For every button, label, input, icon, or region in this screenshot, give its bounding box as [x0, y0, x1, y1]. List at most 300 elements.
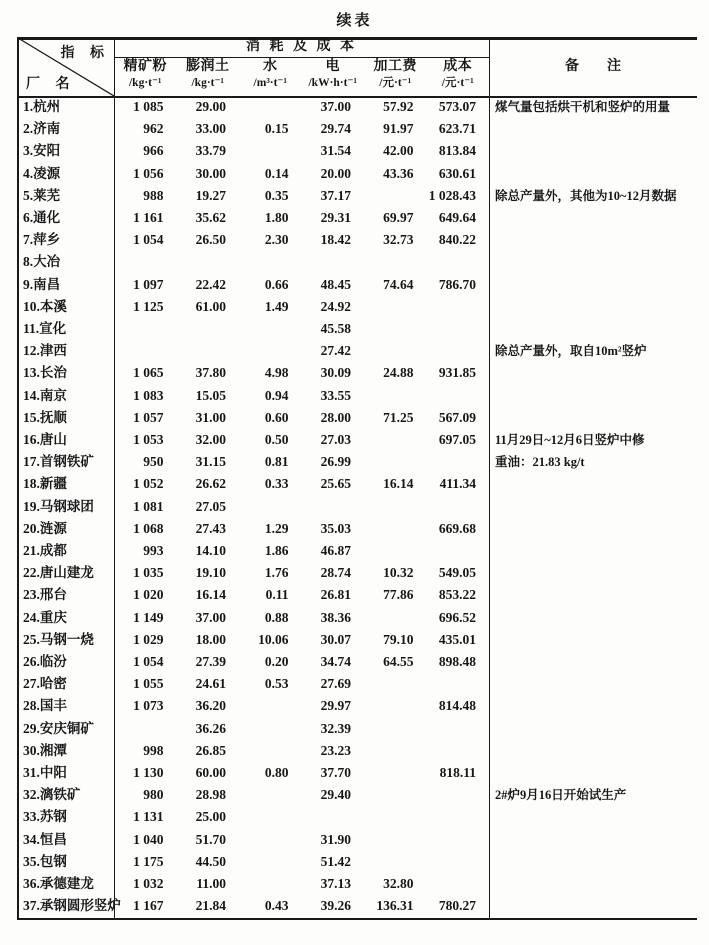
value-cell-processing-fee: 64.55 [383, 654, 414, 669]
value-cell-cost: 623.71 [438, 121, 476, 137]
value-cell-bentonite: 26.50 [195, 232, 226, 248]
factory-name-cell: 21.成都 [23, 543, 67, 558]
remarks-header: 备 注 [565, 59, 621, 74]
remark-cell [491, 296, 697, 318]
factory-name-cell: 36.承德建龙 [23, 876, 94, 891]
factory-name-cell: 13.长治 [23, 365, 67, 381]
table-row [17, 540, 697, 562]
value-cell-cost: 697.05 [438, 432, 476, 447]
value-cell-processing-fee: 10.32 [383, 565, 414, 581]
value-cell-cost [427, 718, 490, 740]
value-cell-concentrate: 1 055 [133, 676, 164, 692]
value-cell-concentrate: 1 073 [133, 698, 164, 714]
value-cell-water: 0.43 [264, 898, 289, 914]
value-cell-bentonite: 11.00 [196, 876, 226, 891]
value-cell-concentrate: 1 125 [133, 298, 164, 314]
table-row [17, 274, 697, 296]
remark-cell: 11月29日~12月6日竖炉中修 [495, 433, 645, 447]
value-cell-processing-fee: 79.10 [383, 631, 414, 647]
factory-name-cell: 17.首钢铁矿 [23, 454, 94, 470]
remark-cell [491, 540, 697, 562]
column-unit: /m³·t⁻¹ [253, 77, 287, 89]
table-row [17, 851, 697, 873]
remark-cell [491, 806, 697, 828]
value-cell-processing-fee [364, 451, 427, 473]
remark-cell [491, 229, 697, 251]
remark-cell [491, 518, 697, 540]
value-cell-water [239, 718, 302, 740]
table-row [17, 96, 697, 118]
value-cell-water: 0.33 [264, 476, 289, 492]
value-cell-water [239, 740, 302, 762]
value-cell-water: 1.49 [264, 298, 289, 314]
value-cell-concentrate: 1 040 [133, 831, 164, 847]
remark-cell [491, 607, 697, 629]
value-cell-cost [427, 540, 490, 562]
value-cell-electricity: 37.00 [320, 99, 351, 114]
value-cell-cost [427, 740, 490, 762]
factory-name-cell: 15.抚顺 [23, 409, 67, 425]
value-cell-cost: 630.61 [438, 165, 476, 181]
value-cell-concentrate: 1 053 [133, 432, 164, 447]
value-cell-processing-fee: 32.73 [383, 232, 414, 248]
remark-cell [491, 651, 697, 673]
factory-name-cell: 22.唐山建龙 [23, 565, 94, 581]
value-cell-cost: 814.48 [438, 698, 476, 714]
value-cell-processing-fee [364, 340, 427, 362]
remark-cell [491, 163, 697, 185]
value-cell-cost [427, 873, 490, 895]
value-cell-concentrate: 950 [143, 454, 164, 470]
value-cell-water: 0.81 [264, 454, 289, 470]
value-cell-electricity: 27.69 [320, 676, 351, 692]
value-cell-electricity: 24.92 [320, 298, 351, 314]
value-cell-processing-fee: 32.80 [383, 876, 414, 891]
remark-cell: 煤气量包括烘干机和竖炉的用量 [495, 100, 671, 114]
value-cell-water: 0.20 [264, 654, 289, 669]
value-cell-electricity: 29.31 [320, 210, 351, 225]
value-cell-electricity: 18.42 [320, 232, 351, 248]
value-cell-electricity: 48.45 [320, 276, 351, 292]
value-cell-processing-fee [364, 385, 427, 407]
value-cell-concentrate: 1 020 [133, 587, 164, 603]
value-cell-processing-fee [364, 718, 427, 740]
value-cell-water: 0.94 [264, 387, 289, 403]
table-row [17, 340, 697, 362]
table-row [17, 873, 697, 895]
value-cell-cost: 696.52 [438, 609, 476, 625]
factory-name-cell: 35.包钢 [23, 853, 67, 869]
value-cell-water [239, 496, 302, 518]
value-cell-water: 10.06 [258, 631, 289, 647]
factory-name-cell: 9.南昌 [23, 276, 61, 292]
value-cell-water: 0.11 [265, 587, 289, 603]
value-cell-concentrate: 1 057 [133, 409, 164, 425]
value-cell-concentrate: 1 065 [133, 365, 164, 381]
value-cell-water: 1.80 [264, 210, 289, 225]
value-cell-electricity [302, 251, 365, 273]
column-name: 加工费 [373, 59, 417, 74]
table-row [17, 762, 697, 784]
value-cell-processing-fee: 24.88 [383, 365, 414, 381]
table-row [17, 584, 697, 606]
value-cell-processing-fee: 77.86 [383, 587, 414, 603]
value-cell-bentonite: 31.00 [195, 409, 226, 425]
factory-name-cell: 31.中阳 [23, 765, 67, 780]
value-cell-bentonite: 28.98 [195, 787, 226, 803]
table-row [17, 740, 697, 762]
column-header [114, 58, 177, 91]
column-unit: /元·t⁻¹ [441, 77, 474, 89]
value-cell-cost: 549.05 [438, 565, 476, 581]
factory-name-cell: 23.邢台 [23, 587, 67, 603]
remark-cell [491, 318, 697, 340]
value-cell-bentonite: 44.50 [195, 853, 226, 869]
value-cell-bentonite: 26.62 [195, 476, 226, 492]
value-cell-electricity: 37.70 [320, 765, 351, 780]
value-cell-water: 1.76 [264, 565, 289, 581]
value-cell-bentonite: 30.00 [195, 165, 226, 181]
value-cell-processing-fee [364, 762, 427, 784]
value-cell-processing-fee: 43.36 [383, 165, 414, 181]
value-cell-electricity [302, 496, 365, 518]
value-cell-electricity: 34.74 [320, 654, 351, 669]
remark-cell [491, 407, 697, 429]
value-cell-bentonite: 51.70 [195, 831, 226, 847]
table-row [17, 473, 697, 495]
value-cell-electricity: 45.58 [320, 321, 351, 336]
value-cell-water: 0.66 [264, 276, 289, 292]
value-cell-electricity: 37.17 [320, 187, 351, 203]
value-cell-water [239, 140, 302, 162]
value-cell-bentonite: 19.10 [195, 565, 226, 581]
remark-cell [491, 873, 697, 895]
value-cell-cost [427, 673, 490, 695]
value-cell-cost: 567.09 [438, 409, 476, 425]
value-cell-cost [427, 340, 490, 362]
value-cell-concentrate: 1 161 [133, 210, 164, 225]
value-cell-electricity: 26.81 [320, 587, 351, 603]
value-cell-bentonite: 16.14 [195, 587, 226, 603]
value-cell-water [239, 96, 302, 118]
column-header [302, 58, 365, 91]
value-cell-water: 0.88 [264, 609, 289, 625]
value-cell-bentonite: 19.27 [195, 187, 226, 203]
value-cell-electricity: 38.36 [320, 609, 351, 625]
value-cell-concentrate [114, 718, 177, 740]
value-cell-processing-fee: 42.00 [383, 143, 414, 159]
table-bottom-border [17, 918, 697, 920]
value-cell-processing-fee: 57.92 [383, 99, 414, 114]
value-cell-water: 1.86 [264, 543, 289, 558]
factory-name-cell: 3.安阳 [23, 143, 61, 159]
value-cell-electricity: 29.74 [320, 121, 351, 137]
value-cell-processing-fee [364, 318, 427, 340]
table-row [17, 429, 697, 451]
value-cell-water: 2.30 [264, 232, 289, 248]
value-cell-processing-fee [364, 673, 427, 695]
value-cell-bentonite: 31.15 [195, 454, 226, 470]
value-cell-electricity: 32.39 [320, 720, 351, 736]
factory-name-cell: 28.国丰 [23, 698, 67, 714]
value-cell-cost: 898.48 [438, 654, 476, 669]
table-row [17, 518, 697, 540]
value-cell-concentrate: 1 149 [133, 609, 164, 625]
value-cell-bentonite: 37.00 [195, 609, 226, 625]
value-cell-electricity: 31.90 [320, 831, 351, 847]
value-cell-concentrate: 1 085 [133, 99, 164, 114]
value-cell-processing-fee [364, 806, 427, 828]
remark-cell: 除总产量外，取自10m²竖炉 [495, 344, 647, 359]
remark-cell [491, 274, 697, 296]
factory-name-cell: 32.漓铁矿 [23, 787, 81, 803]
table-row [17, 673, 697, 695]
corner-label-factory: 厂 名 [26, 77, 76, 92]
value-cell-concentrate: 966 [143, 143, 164, 159]
value-cell-concentrate [114, 251, 177, 273]
value-cell-electricity: 31.54 [320, 143, 351, 159]
factory-name-cell: 6.通化 [23, 210, 61, 225]
value-cell-bentonite: 27.39 [195, 654, 226, 669]
value-cell-electricity: 29.40 [320, 787, 351, 803]
remark-cell: 除总产量外，其他为10~12月数据 [495, 188, 677, 203]
table-row [17, 385, 697, 407]
value-cell-water: 1.29 [264, 520, 289, 536]
value-cell-bentonite: 32.00 [195, 432, 226, 447]
value-cell-concentrate: 1 052 [133, 476, 164, 492]
value-cell-bentonite: 27.05 [195, 498, 226, 514]
value-cell-cost: 573.07 [438, 99, 476, 114]
column-unit: /kg·t⁻¹ [128, 77, 162, 89]
value-cell-water [239, 873, 302, 895]
table-row [17, 718, 697, 740]
value-cell-electricity: 27.03 [320, 432, 351, 447]
value-cell-cost: 649.64 [438, 210, 476, 225]
factory-name-cell: 29.安庆铜矿 [23, 720, 94, 736]
value-cell-bentonite: 15.05 [195, 387, 226, 403]
value-cell-concentrate: 1 056 [133, 165, 164, 181]
remark-cell [491, 673, 697, 695]
remark-cell [491, 629, 697, 651]
value-cell-electricity: 26.99 [320, 454, 351, 470]
value-cell-cost [427, 806, 490, 828]
remark-cell: 2#炉9月16日开始试生产 [495, 788, 627, 803]
factory-name-cell: 37.承钢圆形竖炉 [23, 898, 121, 914]
value-cell-cost [427, 784, 490, 806]
value-cell-processing-fee [364, 496, 427, 518]
value-cell-processing-fee [364, 829, 427, 851]
value-cell-water [239, 251, 302, 273]
value-cell-cost: 818.11 [439, 765, 476, 780]
table-row [17, 140, 697, 162]
remark-cell [491, 740, 697, 762]
table-row [17, 784, 697, 806]
value-cell-water [239, 318, 302, 340]
remark-cell [491, 473, 697, 495]
value-cell-concentrate: 1 175 [133, 853, 164, 869]
remark-cell [491, 762, 697, 784]
factory-name-cell: 14.南京 [23, 387, 67, 403]
value-cell-bentonite [177, 251, 240, 273]
value-cell-concentrate: 993 [143, 543, 164, 558]
value-cell-cost [427, 251, 490, 273]
table-row [17, 895, 697, 917]
value-cell-cost: 813.84 [438, 143, 476, 159]
group-header: 消 耗 及 成 本 [246, 39, 357, 54]
factory-name-cell: 4.凌源 [23, 165, 61, 181]
value-cell-processing-fee [364, 429, 427, 451]
value-cell-electricity: 23.23 [320, 742, 351, 758]
factory-name-cell: 8.大冶 [23, 254, 61, 270]
factory-name-cell: 10.本溪 [23, 298, 67, 314]
value-cell-processing-fee [364, 607, 427, 629]
value-cell-water: 4.98 [264, 365, 289, 381]
factory-name-cell: 1.杭州 [23, 99, 61, 114]
column-name: 水 [263, 59, 278, 74]
value-cell-electricity: 29.97 [320, 698, 351, 714]
table-row [17, 229, 697, 251]
factory-name-cell: 7.萍乡 [23, 232, 61, 248]
factory-name-cell: 5.莱芜 [23, 187, 61, 203]
value-cell-bentonite: 36.26 [195, 720, 226, 736]
value-cell-electricity: 35.03 [320, 520, 351, 536]
value-cell-processing-fee [364, 185, 427, 207]
value-cell-electricity: 37.13 [320, 876, 351, 891]
value-cell-concentrate: 988 [143, 187, 164, 203]
value-cell-electricity: 46.87 [320, 543, 351, 558]
value-cell-cost [427, 385, 490, 407]
value-cell-concentrate: 962 [143, 121, 164, 137]
value-cell-water: 0.35 [264, 187, 289, 203]
page-title: 续表 [336, 13, 373, 29]
column-name: 成本 [443, 59, 473, 74]
factory-name-cell: 24.重庆 [23, 609, 67, 625]
value-cell-cost: 669.68 [438, 520, 476, 536]
value-cell-cost: 1 028.43 [428, 187, 476, 203]
value-cell-cost: 435.01 [438, 631, 476, 647]
factory-name-cell: 12.津西 [23, 343, 67, 359]
value-cell-water [239, 851, 302, 873]
value-cell-electricity: 30.09 [320, 365, 351, 381]
value-cell-water: 0.80 [264, 765, 289, 780]
table-row [17, 362, 697, 384]
value-cell-bentonite: 18.00 [195, 631, 226, 647]
value-cell-cost: 780.27 [438, 898, 476, 914]
value-cell-water [239, 829, 302, 851]
column-name: 电 [325, 59, 340, 74]
value-cell-processing-fee [364, 851, 427, 873]
column-header [427, 58, 490, 91]
value-cell-bentonite: 26.85 [195, 742, 226, 758]
remark-cell [491, 851, 697, 873]
column-header [177, 58, 240, 91]
column-unit: /元·t⁻¹ [379, 77, 412, 89]
factory-name-cell: 16.唐山 [23, 432, 67, 447]
value-cell-electricity: 39.26 [320, 898, 351, 914]
table-row [17, 185, 697, 207]
value-cell-concentrate: 1 054 [133, 654, 164, 669]
table-row [17, 163, 697, 185]
value-cell-water [239, 784, 302, 806]
value-cell-concentrate: 1 130 [133, 765, 164, 780]
column-header [364, 58, 427, 91]
factory-name-cell: 27.哈密 [23, 676, 67, 692]
data-table [17, 37, 697, 921]
factory-name-cell: 19.马钢球团 [23, 498, 94, 514]
value-cell-processing-fee [364, 695, 427, 717]
value-cell-cost [427, 318, 490, 340]
value-cell-water: 0.53 [264, 676, 289, 692]
factory-name-cell: 33.苏钢 [23, 809, 67, 825]
value-cell-water: 0.14 [264, 165, 289, 181]
factory-name-cell: 25.马钢一烧 [23, 631, 94, 647]
value-cell-water: 0.15 [264, 121, 289, 137]
table-row [17, 629, 697, 651]
table-row [17, 607, 697, 629]
value-cell-cost: 931.85 [438, 365, 476, 381]
value-cell-bentonite: 27.43 [195, 520, 226, 536]
value-cell-bentonite: 37.80 [195, 365, 226, 381]
value-cell-concentrate: 1 167 [133, 898, 164, 914]
remark-cell: 重油：21.83 kg/t [495, 455, 585, 470]
value-cell-bentonite: 25.00 [195, 809, 226, 825]
value-cell-concentrate [114, 318, 177, 340]
table-row [17, 296, 697, 318]
value-cell-water [239, 340, 302, 362]
table-row [17, 407, 697, 429]
column-header [239, 58, 302, 91]
remark-cell [491, 362, 697, 384]
value-cell-processing-fee: 136.31 [376, 898, 414, 914]
table-row [17, 251, 697, 273]
value-cell-water: 0.60 [264, 409, 289, 425]
value-cell-bentonite [177, 318, 240, 340]
factory-name-cell: 26.临汾 [23, 654, 67, 669]
value-cell-electricity [302, 806, 365, 828]
factory-name-cell: 2.济南 [23, 121, 61, 137]
value-cell-electricity: 51.42 [320, 853, 351, 869]
remark-cell [491, 695, 697, 717]
value-cell-cost [427, 496, 490, 518]
table-row [17, 562, 697, 584]
value-cell-processing-fee [364, 518, 427, 540]
factory-name-cell: 34.恒昌 [23, 831, 67, 847]
value-cell-cost: 840.22 [438, 232, 476, 248]
table-row [17, 451, 697, 473]
value-cell-bentonite: 21.84 [195, 898, 226, 914]
value-cell-concentrate: 998 [143, 742, 164, 758]
factory-name-cell: 18.新疆 [23, 476, 67, 492]
value-cell-processing-fee [364, 740, 427, 762]
value-cell-processing-fee [364, 251, 427, 273]
value-cell-bentonite: 29.00 [195, 99, 226, 114]
value-cell-cost [427, 851, 490, 873]
remark-cell [491, 496, 697, 518]
value-cell-electricity: 33.55 [320, 387, 351, 403]
value-cell-electricity: 27.42 [320, 343, 351, 359]
factory-name-cell: 11.宣化 [23, 321, 67, 336]
remark-cell [491, 562, 697, 584]
value-cell-bentonite: 33.00 [195, 121, 226, 137]
value-cell-concentrate: 1 054 [133, 232, 164, 248]
remark-cell [491, 829, 697, 851]
remark-cell [491, 118, 697, 140]
value-cell-bentonite: 24.61 [195, 676, 226, 692]
value-cell-concentrate: 1 131 [133, 809, 164, 825]
factory-name-cell: 30.湘潭 [23, 742, 67, 758]
table-row [17, 829, 697, 851]
column-name: 精矿粉 [123, 59, 167, 74]
